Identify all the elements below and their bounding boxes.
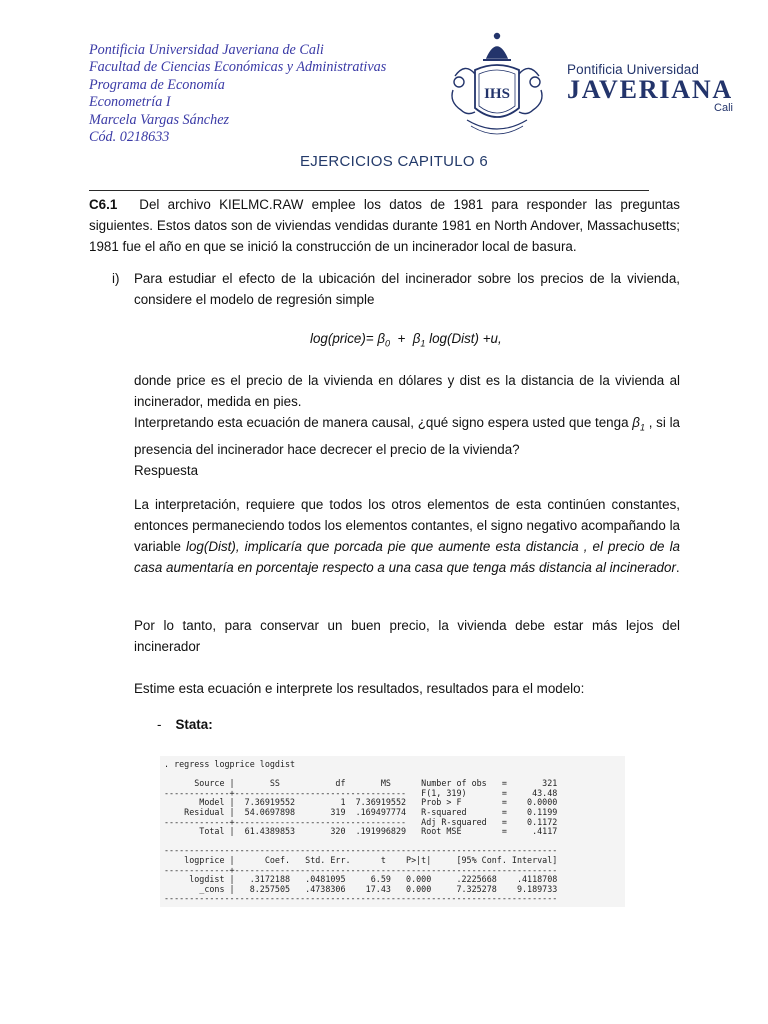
header-info — [89, 42, 449, 146]
answer-paragraph — [134, 494, 680, 578]
stata-line: logdist | .3172188 .0481095 6.59 0.000 .2225668 .4118708 — [164, 874, 558, 885]
item-marker: i) — [112, 271, 120, 286]
divider — [89, 190, 649, 191]
eq-mid: + β — [390, 331, 421, 346]
eq-lhs: log(price)= β — [310, 331, 386, 346]
stata-line: -------------+---------------------------------- Adj R-squared = 0.1172 — [164, 816, 558, 827]
stata-line: logprice | Coef. Std. Err. t P>|t| [95% Conf. Interval] — [164, 854, 558, 865]
stata-line: _cons | 8.257505 .4738306 17.43 0.000 7.325278 9.189733 — [164, 883, 558, 894]
logo-wordmark — [567, 62, 733, 114]
eq-sub0: 0 — [385, 338, 391, 349]
stata-line: ------------------------------------------------------------------------------ — [164, 893, 558, 904]
eq-sub1: 1 — [420, 338, 426, 349]
header-line-author: Marcela Vargas Sánchez — [89, 111, 230, 128]
estimate-instruction: Estime esta ecuación e interprete los resultados, resultados para el modelo: — [134, 681, 585, 696]
stata-line: Model | 7.36919552 1 7.36919552 Prob > F = 0.0000 — [164, 797, 558, 808]
question-text — [134, 412, 680, 460]
stata-line: -------------+---------------------------------- F(1, 319) = 43.48 — [164, 787, 558, 798]
bullet-label: Stata: — [175, 717, 213, 732]
stata-line: Residual | 54.0697898 319 .169497774 R-squared = 0.1199 — [164, 806, 558, 817]
stata-bullet — [157, 717, 213, 732]
header-line-program: Programa de Economía — [89, 76, 225, 93]
question-line-end: , si la presencia del incinerador hace decrecer el precio de la vivienda? — [134, 415, 680, 457]
regression-equation — [310, 331, 502, 349]
conclusion-paragraph: Por lo tanto, para conservar un buen precio, la vivienda debe estar más lejos del incinerador — [134, 618, 680, 654]
answer-label: Respuesta — [134, 462, 199, 478]
answer-text-a: La interpretación, requiere que todos los otros elementos de esta continúen constantes, entonces permaneciendo todos los elementos contantes, el signo negativo acompañando la variable — [134, 497, 680, 554]
question-paragraph — [134, 370, 680, 481]
logo-line-2: JAVERIANA — [567, 75, 733, 104]
header-line-course: Econometría I — [89, 94, 171, 111]
seal-monogram: IHS — [484, 86, 510, 102]
stata-output — [160, 756, 625, 907]
stata-line: Total | 61.4389853 320 .191996829 Root MSE = .4117 — [164, 826, 558, 837]
question-beta-sub: 1 — [639, 422, 645, 433]
definition-text: donde price es el precio de la vivienda en dólares y dist es la distancia de la vivienda al incinerador, medida en pies. — [134, 373, 680, 409]
exercise-label: C6.1 — [89, 197, 118, 212]
question-line: Interpretando esta ecuación de manera causal, ¿qué signo espera usted que tenga — [134, 415, 629, 430]
answer-text-end: . — [675, 560, 680, 575]
question-beta: β — [632, 415, 640, 430]
stata-line: -------------+---------------------------------------------------------------- — [164, 864, 558, 875]
exercise-intro — [89, 194, 680, 257]
logo-line-1: Pontificia Universidad — [567, 62, 700, 77]
header-line-faculty: Facultad de Ciencias Económicas y Administrativas — [89, 59, 387, 76]
bullet-dash: - — [157, 717, 162, 732]
item-text: Para estudiar el efecto de la ubicación del incinerador sobre los precios de la vivienda, considere el modelo de regresión simple — [134, 271, 680, 307]
stata-line: Source | SS df MS Number of obs = 321 — [164, 778, 558, 789]
header-line-university: Pontificia Universidad Javeriana de Cali — [89, 42, 324, 58]
chapter-title: EJERCICIOS CAPITULO 6 — [300, 153, 489, 170]
stata-line: . regress logprice logdist — [164, 759, 296, 769]
answer-text-italic: log(Dist), implicaría que porcada pie que aumente esta distancia , el precio de la casa aumentaría en porcentaje respecto a una casa que tenga más distancia al incinerador — [134, 539, 681, 575]
header-line-code: Cód. 0218633 — [89, 129, 170, 146]
stata-line: ------------------------------------------------------------------------------ — [164, 845, 558, 856]
seal-icon — [452, 34, 542, 135]
logo-line-3: Cali — [714, 102, 733, 114]
exercise-intro-text: Del archivo KIELMC.RAW emplee los datos de 1981 para responder las preguntas siguientes. Estos datos son de viviendas vendidas durante 1981 en North Andover, Massachusetts; 1981 fue el año en que se inició la construcción de un incinerador local de basura. — [89, 197, 680, 254]
eq-rhs: log(Dist) +u, — [425, 331, 502, 346]
